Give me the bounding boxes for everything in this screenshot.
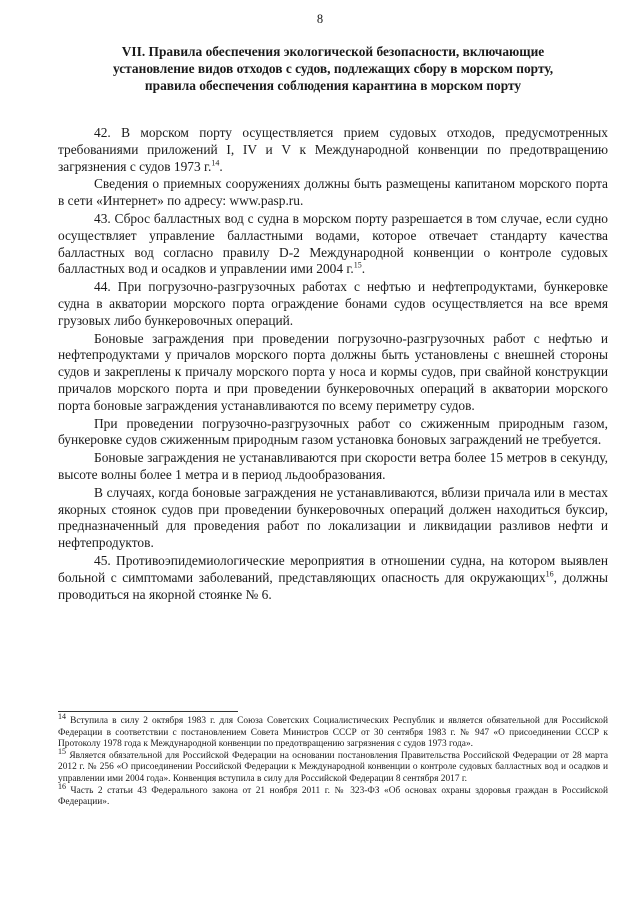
- heading-line: VII. Правила обеспечения экологической безопасности, включающие: [121, 44, 545, 59]
- body-text: [58, 125, 608, 604]
- footnote-ref: 16: [545, 569, 554, 579]
- paragraph-43: 43. Сброс балластных вод с судна в морском порту разрешается в том случае, если судно осуществляет управление балластными водами, которое отвечает стандарту качества балластных вод согласно правилу D-2 Международной конвенции о контроле судовых балластных вод и осадков и управлении ими 2004 г.$^{15}$.: [58, 210, 608, 277]
- paragraph-lng: При проведении погрузочно-разгрузочных работ со сжиженным природным газом, бункеровке судов сжиженным природным газом установка боновых заграждений не требуется.: [58, 415, 608, 448]
- paragraph-tug: В случаях, когда боновые заграждения не устанавливаются, вблизи причала или в местах якорных стоянок судов при проведении бункеровочных операций должен находиться буксир, предназначенный для проведения работ по локализации и ликвидации разливов нефти и нефтепродуктов.: [58, 484, 608, 551]
- paragraph-booms-placement: Боновые заграждения при проведении погрузочно-разгрузочных работ с нефтью и нефтепродуктами у причалов морского порта должны быть установлены с внешней стороны судов и закреплены к причалу морского порта у носа и кормы судов, при свайной конструкции причалов морского порта и при проведении бункеровочных операций в акватории морского порта боновые заграждения устанавливаются по всему периметру судов.: [58, 330, 608, 413]
- footnote-16: $^{16}$ Часть 2 статьи 43 Федерального закона от 21 ноября 2011 г. № 323-ФЗ «Об основах охраны здоровья граждан в Российской Федерации».: [58, 781, 608, 808]
- page-number: 8: [316, 12, 324, 26]
- paragraph-wind-limits: Боновые заграждения не устанавливаются при скорости ветра более 15 метров в секунду, высоте волны более 1 метра и в период льдообразования.: [58, 450, 608, 482]
- footnote-ref: 14: [211, 158, 220, 168]
- heading-line: правила обеспечения соблюдения карантина в морском порту: [144, 78, 522, 93]
- paragraph-reception-info: Сведения о приемных сооружениях должны быть размещены капитаном морского порта в сети «Интернет» по адресу: www.pasp.ru.: [58, 176, 608, 209]
- paragraph-42: 42. В морском порту осуществляется прием судовых отходов, предусмотренных требованиями приложений I, IV и V к Международной конвенции по предотвращению загрязнения с судов 1973 г.$^{14}$.: [58, 125, 608, 174]
- footnote-ref: 15: [353, 260, 362, 270]
- heading-line: установление видов отходов с судов, подлежащих сбору в морском порту,: [112, 61, 554, 76]
- footnote-separator: [58, 711, 238, 712]
- footnote-14: $^{14}$ Вступила в силу 2 октября 1983 г. для Союза Советских Социалистических Республик и является обязательной для Российской Федерации в соответствии с постановлением Совета Министров СССР от 30 сентября 1983 г. № 947 «О присоединении СССР к Протоколу 1978 года к Международной конвенции по предотвращению загрязнения с судов 1973 года».: [58, 711, 608, 750]
- paragraph-44: 44. При погрузочно-разгрузочных работах с нефтью и нефтепродуктами, бункеровке судна в акватории морского порта ограждение бонами судов осуществляется на все время грузовых либо бункеровочных операций.: [58, 279, 608, 328]
- section-heading: [58, 43, 608, 94]
- paragraph-45: 45. Противоэпидемиологические мероприятия в отношении судна, на котором выявлен больной с симптомами заболеваний, представляющих опасность для окружающих$^{16}$, должны проводиться на якорной стоянке № 6.: [58, 552, 609, 602]
- footnote-15: $^{15}$ Является обязательной для Российской Федерации на основании постановления Правительства Российской Федерации от 28 марта 2012 г. № 256 «О присоединении Российской Федерации к Международной конвенции о контроле судовых балластных вод и осадков и управлении ими 2004 года». Конвенция вступила в силу для Российской Федерации 8 сентября 2017 г.: [58, 746, 608, 784]
- footnotes: [58, 711, 608, 809]
